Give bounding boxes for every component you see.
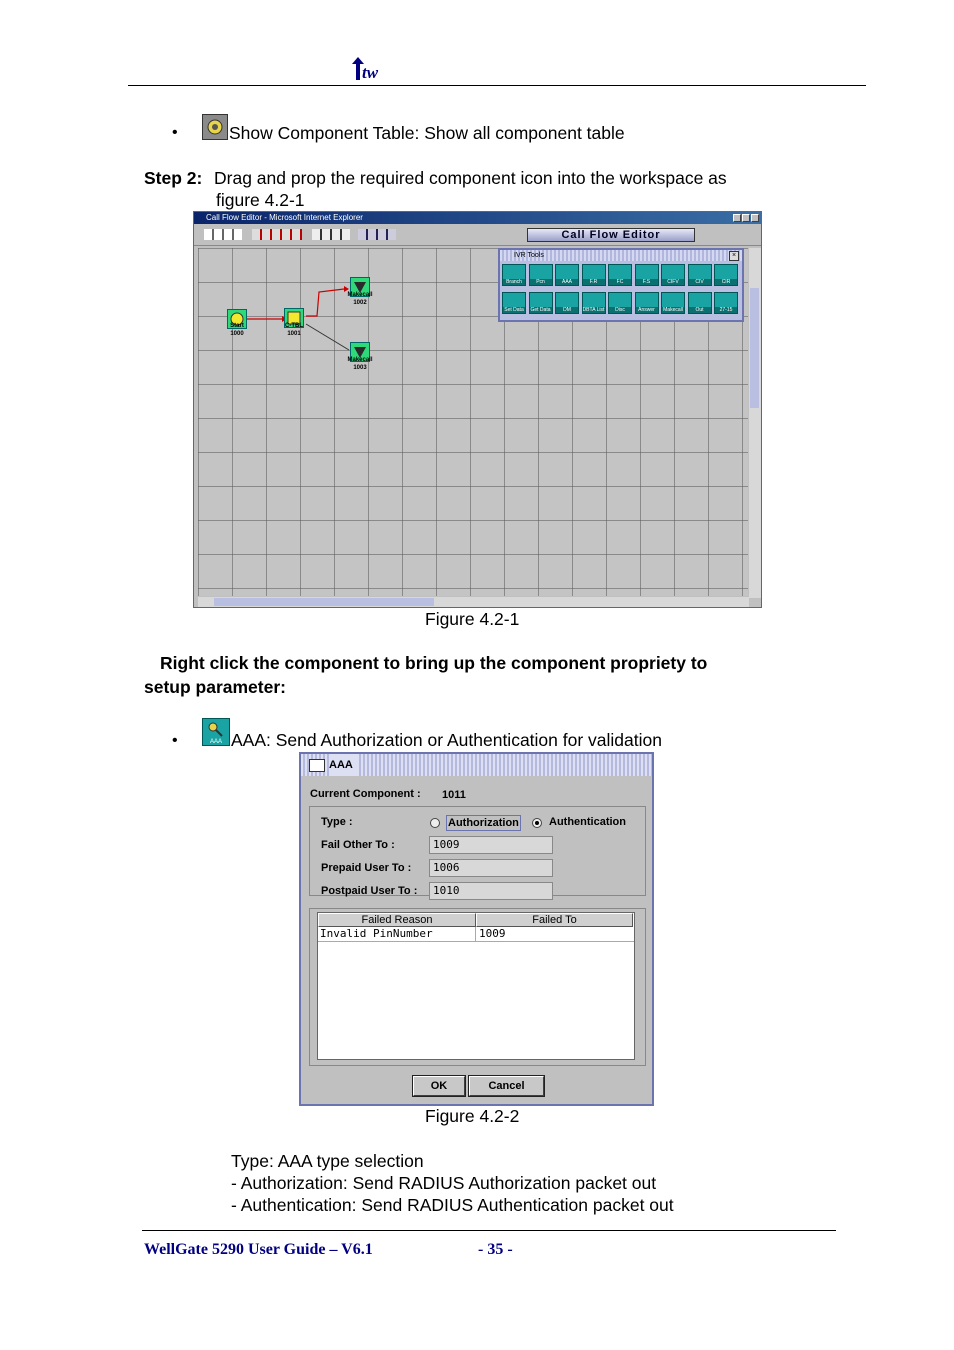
ok-button[interactable]: OK [413,1076,465,1096]
call-flow-editor-window [193,211,762,608]
connector-ctbl-makecall1 [306,289,344,316]
ivr-tool-label: Set Data [504,307,524,313]
ivr-tool-cifv[interactable] [661,264,685,286]
footer-page-number: - 35 - [478,1241,513,1258]
ivr-tools-row-1 [502,264,742,288]
footer-guide-title: WellGate 5290 User Guide – V6.1 [144,1241,373,1258]
company-logo [350,56,378,82]
step2-text-2: figure 4.2-1 [216,190,305,210]
cancel-button[interactable]: Cancel [469,1076,544,1096]
ivr-tool-label: DBTA List [582,307,605,313]
flow-node-ctbl-id: 1001 [287,331,301,337]
flow-node-makecall-2-id: 1003 [353,365,367,371]
current-component-label: Current Component : [310,788,421,800]
ivr-tool-branch[interactable] [502,264,526,286]
postpaid-user-field[interactable]: 1010 [429,882,553,900]
instruction-line-1: Right click the component to bring up the component propriety to [160,653,708,673]
table-cell-divider [475,927,476,941]
ivr-tool-label: DM [556,307,578,313]
figure-4-2-2-caption: Figure 4.2-2 [425,1106,520,1126]
step2-text: Drag and prop the required component icon into the workspace as [214,168,727,188]
postpaid-user-label: Postpaid User To : [321,885,418,897]
ivr-tools-row-2 [502,292,742,316]
ivr-tool-27-15[interactable] [714,292,738,314]
authentication-radio[interactable] [532,818,542,828]
ivr-tool-label: Disc [609,307,631,313]
aaa-dialog-titlebar [301,754,652,776]
ivr-tool-makecall[interactable] [661,292,685,314]
aaa-icon-label: AAA [209,739,222,745]
instruction-line-2: setup parameter: [144,677,286,697]
failed-reasons-table[interactable] [317,912,635,1060]
ivr-tools-palette [498,248,744,322]
bullet2-text: AAA: Send Authorization or Authentication for validation [231,730,662,750]
ivr-tool-label: Makecall [663,307,683,313]
ivr-tool-set-data[interactable] [502,292,526,314]
ivr-tool-label: F.R [583,279,605,285]
ivr-tool-label: CIV [689,279,711,285]
ivr-tool-label: Pcn [530,279,552,285]
ivr-tool-pcn[interactable] [529,264,553,286]
component-table-icon [202,114,228,140]
type-desc-line-3: - Authentication: Send RADIUS Authentication packet out [231,1195,674,1215]
ivr-tool-label: CIFV [662,279,684,285]
figure-4-2-1-caption: Figure 4.2-1 [425,609,520,629]
ivr-tool-answer[interactable] [635,292,659,314]
type-desc-line-2: - Authorization: Send RADIUS Authorization packet out [231,1173,657,1193]
ivr-tool-label: Branch [503,279,525,285]
ivr-tool-label: Get Data [530,307,551,313]
flow-node-makecall-1-label: Makecall [347,292,373,298]
window-icon [309,759,325,772]
prepaid-user-label: Prepaid User To : [321,862,412,874]
aaa-dialog [299,752,654,1106]
ivr-tool-dbta-list[interactable] [582,292,606,314]
prepaid-user-field[interactable]: 1006 [429,859,553,877]
palette-close-icon[interactable]: × [729,251,739,261]
table-cell-to: 1009 [479,927,506,940]
ivr-tool-label: CIR [715,279,737,285]
ivr-tool-civ[interactable] [688,264,712,286]
flow-node-ctbl-label: C-TBL [285,323,303,329]
ivr-tool-fc[interactable] [608,264,632,286]
ivr-tool-out[interactable] [688,292,712,314]
header-rule [128,85,866,86]
ivr-tool-label: FC [609,279,631,285]
ivr-tool-dm[interactable] [555,292,579,314]
ivr-tools-title-text: IVR Tools [514,252,544,259]
flow-node-makecall-1-id: 1002 [353,300,367,306]
authentication-option-label[interactable]: Authentication [549,816,626,828]
table-row[interactable] [318,927,634,942]
failed-to-header[interactable]: Failed To [476,913,633,927]
ivr-tool-label: 27-15 [715,307,737,313]
ivr-tool-f-r[interactable] [582,264,606,286]
aaa-dialog-title: AAA [329,754,359,776]
footer-rule [142,1230,836,1231]
bullet-dot: • [172,732,178,749]
authorization-radio[interactable] [430,818,440,828]
ivr-tool-label: F.S [636,279,658,285]
type-desc-line-1: Type: AAA type selection [231,1151,424,1171]
ivr-tools-title [500,250,742,261]
bullet1-text: Show Component Table: Show all component table [229,123,625,143]
ivr-tool-label: AAA [556,279,578,285]
ivr-tool-disc[interactable] [608,292,632,314]
ivr-tool-f-s[interactable] [635,264,659,286]
fail-other-label: Fail Other To : [321,839,395,851]
bullet-dot: • [172,124,178,141]
ivr-tool-label: Answer [636,307,658,313]
ivr-tool-label: Out [689,307,711,313]
logo-text: tw [362,63,379,82]
failed-reason-header[interactable]: Failed Reason [318,913,476,927]
ivr-tool-aaa[interactable] [555,264,579,286]
editor-banner: Call Flow Editor [527,228,695,242]
current-component-value: 1011 [442,789,466,801]
flow-node-start-label: Start [230,323,244,329]
step2-label: Step 2: [144,168,203,188]
editor-title-bar: Call Flow Editor - Microsoft Internet Explorer [194,212,761,224]
ivr-tool-get-data[interactable] [529,292,553,314]
flow-node-start-id: 1000 [230,331,244,337]
authentication-radio-dot [535,821,539,825]
type-label: Type : [321,816,353,828]
table-cell-reason: Invalid PinNumber [320,927,433,940]
flow-node-makecall-2-label: Makecall [347,357,373,363]
aaa-icon [202,718,230,746]
fail-other-field[interactable]: 1009 [429,836,553,854]
authorization-option-label[interactable]: Authorization [448,817,519,829]
ivr-tool-cir[interactable] [714,264,738,286]
